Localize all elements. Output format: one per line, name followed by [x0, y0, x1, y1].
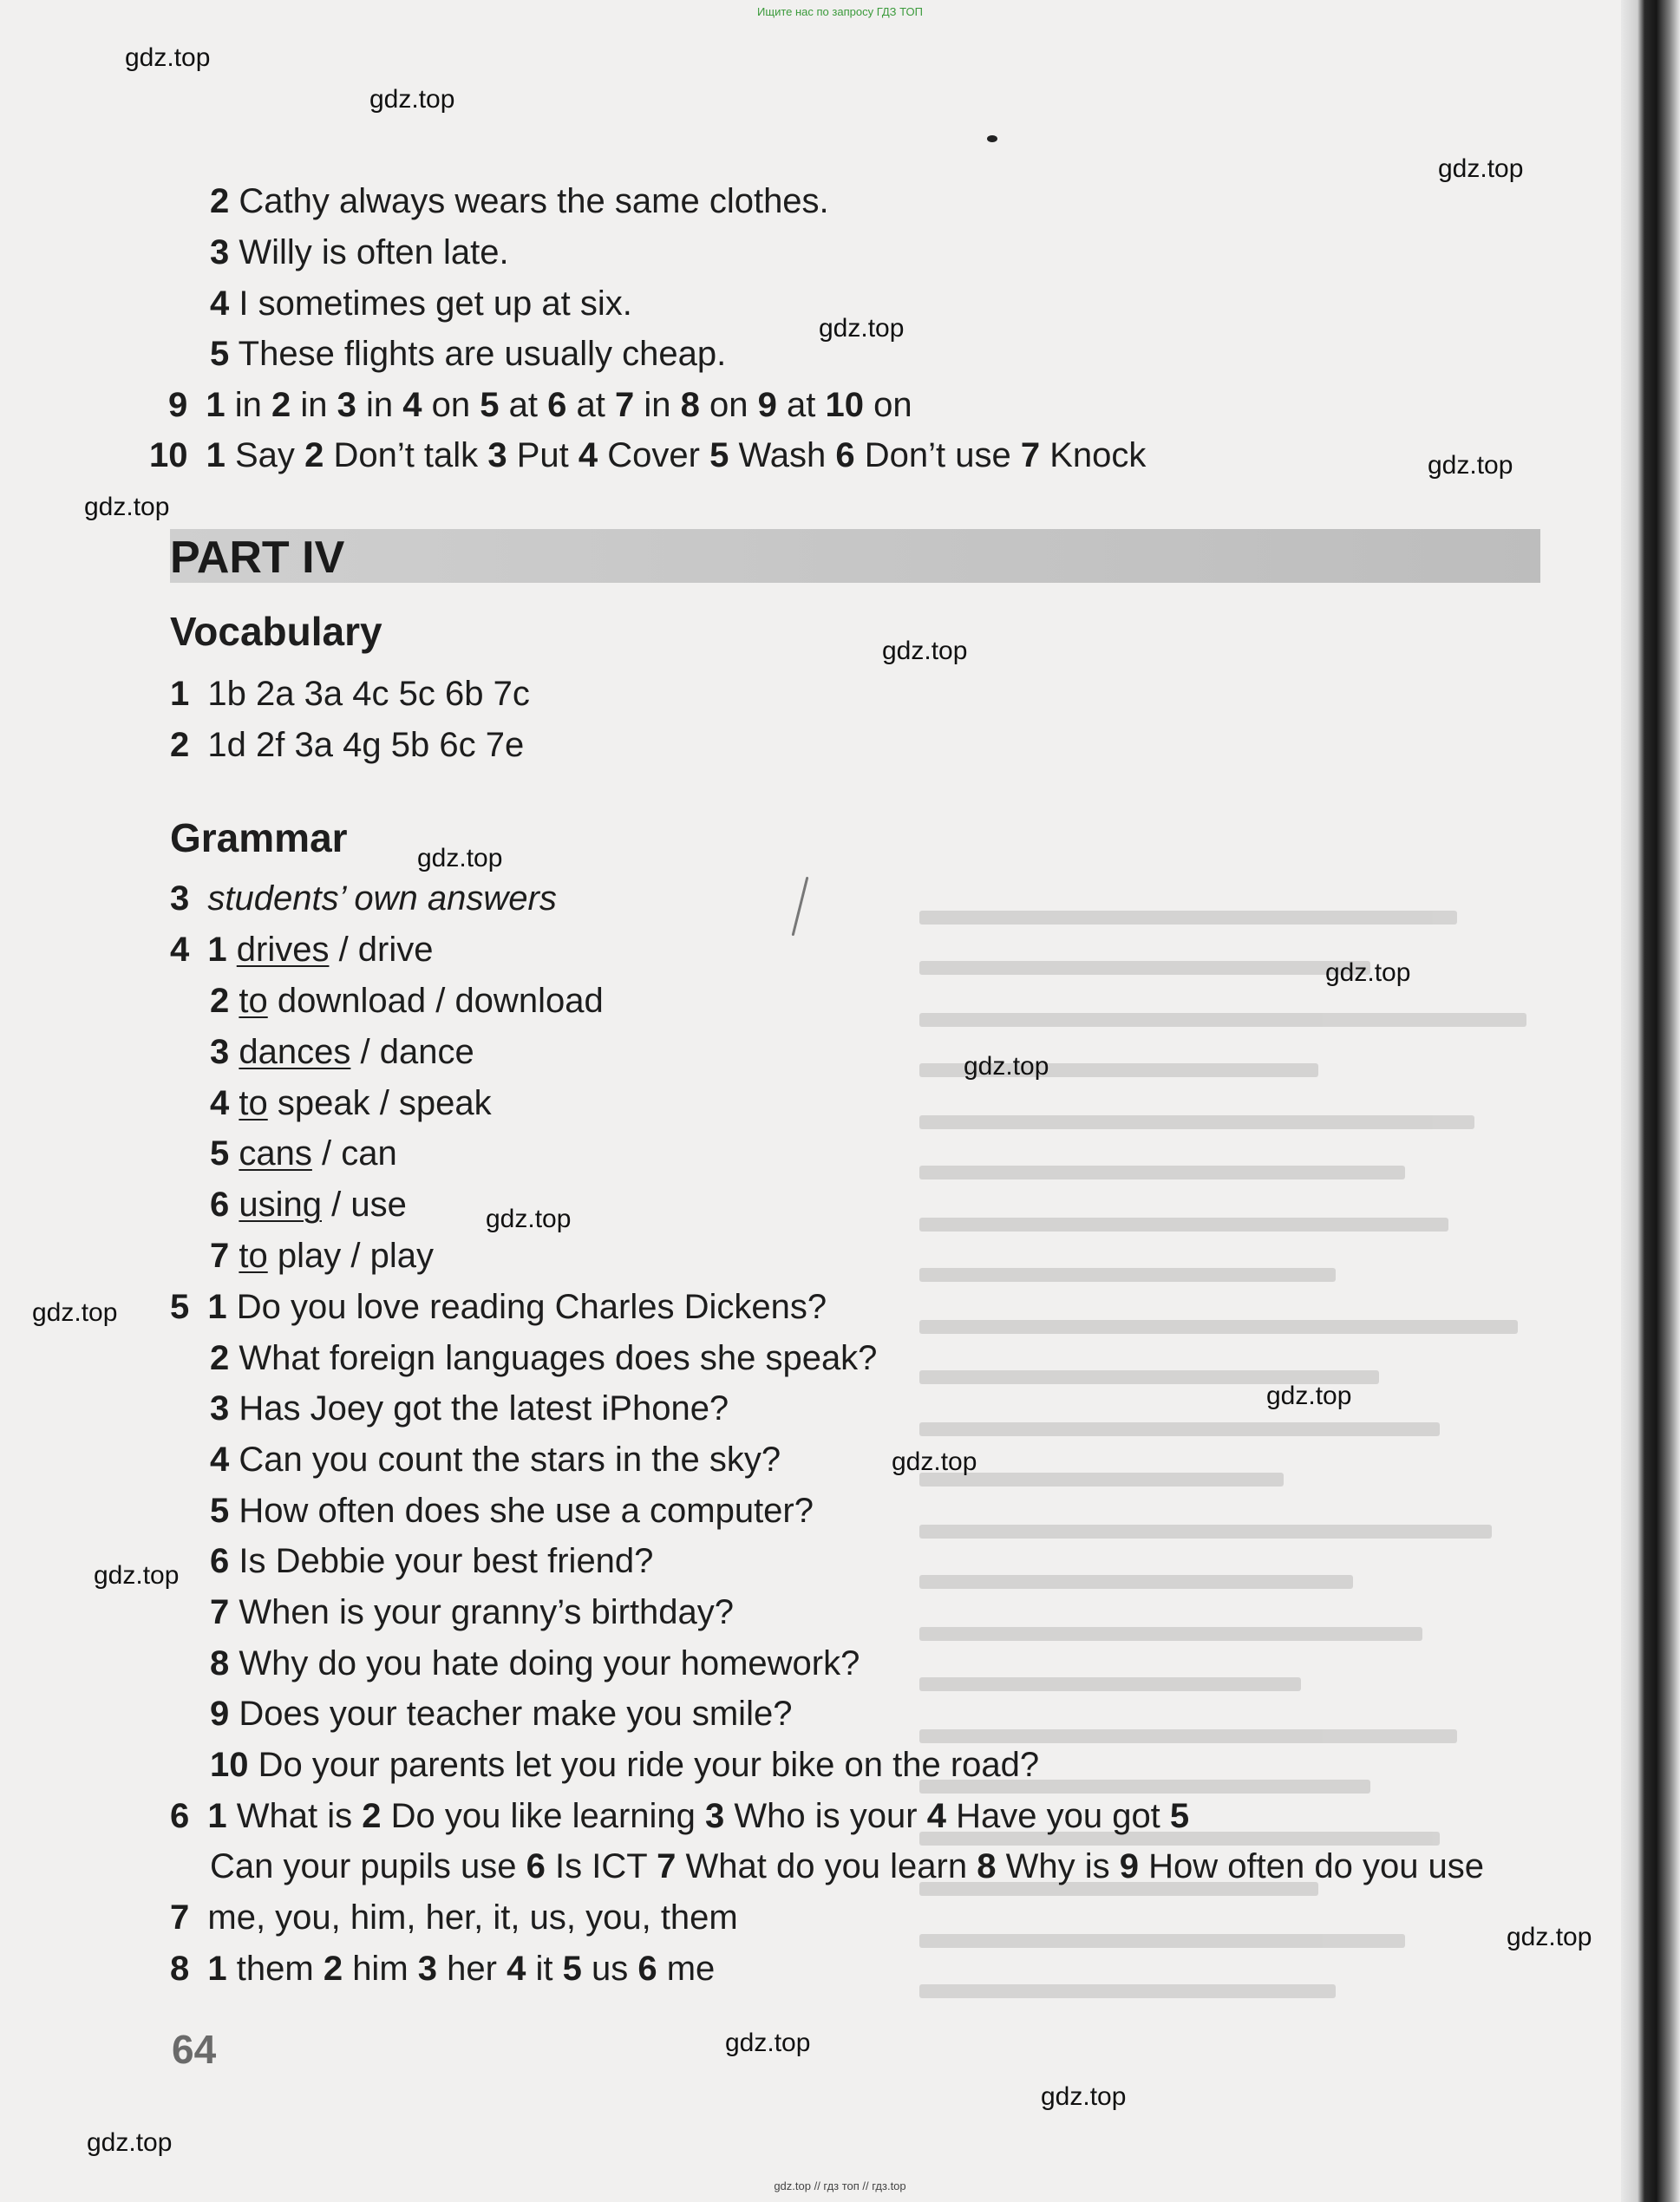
- vocabulary-heading: Vocabulary: [170, 609, 382, 654]
- list-item: 7 to play / play: [210, 1237, 434, 1275]
- exercise-9: 9 1 in 2 in 3 in 4 on 5 at 6 at 7 in 8 on 9 at 10 on: [168, 386, 912, 424]
- watermark: gdz.top: [725, 2029, 811, 2057]
- grammar-exercise-7: 7 me, you, him, her, it, us, you, them: [170, 1898, 738, 1937]
- list-item: 10 Do your parents let you ride your bike on the road?: [210, 1746, 1040, 1784]
- exercise-10: 10 1 Say 2 Don’t talk 3 Put 4 Cover 5 Wash 6 Don’t use 7 Knock: [149, 436, 1147, 474]
- watermark: gdz.top: [87, 2128, 173, 2157]
- grammar-heading: Grammar: [170, 815, 348, 860]
- watermark: gdz.top: [125, 43, 211, 72]
- watermark: gdz.top: [1507, 1923, 1592, 1951]
- list-item: 3 dances / dance: [210, 1033, 474, 1071]
- grammar-exercise-4: 4 1 drives / drive: [170, 931, 434, 969]
- grammar-exercise-3: 3 students’ own answers: [170, 879, 557, 918]
- watermark: gdz.top: [1438, 154, 1524, 183]
- list-item: 2 What foreign languages does she speak?: [210, 1339, 878, 1377]
- list-item: 3 Has Joey got the latest iPhone?: [210, 1389, 729, 1428]
- watermark: gdz.top: [94, 1561, 180, 1590]
- list-item: 4 to speak / speak: [210, 1084, 492, 1122]
- dust-speck: [987, 135, 997, 142]
- vocabulary-exercise-2: 2 1d 2f 3a 4g 5b 6c 7e: [170, 726, 525, 764]
- answer-line: 4 I sometimes get up at six.: [210, 284, 632, 323]
- watermark: gdz.top: [882, 637, 968, 665]
- book-spine-shadow: [1621, 0, 1680, 2202]
- list-item: Can your pupils use 6 Is ICT 7 What do you learn 8 Why is 9 How often do you use: [210, 1847, 1485, 1885]
- list-item: 2 to download / download: [210, 982, 604, 1020]
- watermark: gdz.top: [892, 1447, 977, 1476]
- list-item: 6 using / use: [210, 1186, 407, 1224]
- watermark: gdz.top: [819, 314, 905, 343]
- list-item: 6 Is Debbie your best friend?: [210, 1542, 654, 1580]
- answer-line: 5 These flights are usually cheap.: [210, 335, 727, 373]
- list-item: 9 Does your teacher make you smile?: [210, 1695, 793, 1733]
- vocabulary-exercise-1: 1 1b 2a 3a 4c 5c 6b 7c: [170, 675, 530, 713]
- watermark: gdz.top: [1428, 451, 1513, 480]
- grammar-exercise-5: 5 1 Do you love reading Charles Dickens?: [170, 1288, 827, 1326]
- list-item: 7 When is your granny’s birthday?: [210, 1593, 735, 1631]
- answer-line: 2 Cathy always wears the same clothes.: [210, 182, 829, 220]
- watermark: gdz.top: [417, 844, 503, 872]
- header-link[interactable]: Ищите нас по запросу ГДЗ ТОП: [757, 5, 923, 18]
- watermark: gdz.top: [486, 1205, 572, 1233]
- watermark: gdz.top: [964, 1052, 1049, 1081]
- answer-line: 3 Willy is often late.: [210, 233, 509, 271]
- list-item: 8 Why do you hate doing your homework?: [210, 1644, 860, 1683]
- watermark: gdz.top: [1325, 958, 1411, 987]
- footer-links[interactable]: gdz.top // гдз топ // гдз.top: [774, 2179, 906, 2192]
- watermark: gdz.top: [369, 85, 455, 114]
- part-title: PART IV: [170, 533, 345, 583]
- watermark: gdz.top: [84, 493, 170, 521]
- grammar-exercise-6: 6 1 What is 2 Do you like learning 3 Who is your 4 Have you got 5: [170, 1797, 1190, 1835]
- list-item: 4 Can you count the stars in the sky?: [210, 1441, 781, 1479]
- list-item: 5 How often does she use a computer?: [210, 1492, 814, 1530]
- watermark: gdz.top: [1266, 1382, 1352, 1410]
- pencil-mark: [792, 877, 809, 937]
- part-banner: [170, 529, 1540, 583]
- list-item: 5 cans / can: [210, 1134, 397, 1173]
- watermark: gdz.top: [32, 1298, 118, 1327]
- watermark: gdz.top: [1041, 2082, 1127, 2111]
- page-number: 64: [172, 2027, 217, 2072]
- grammar-exercise-8: 8 1 them 2 him 3 her 4 it 5 us 6 me: [170, 1950, 716, 1988]
